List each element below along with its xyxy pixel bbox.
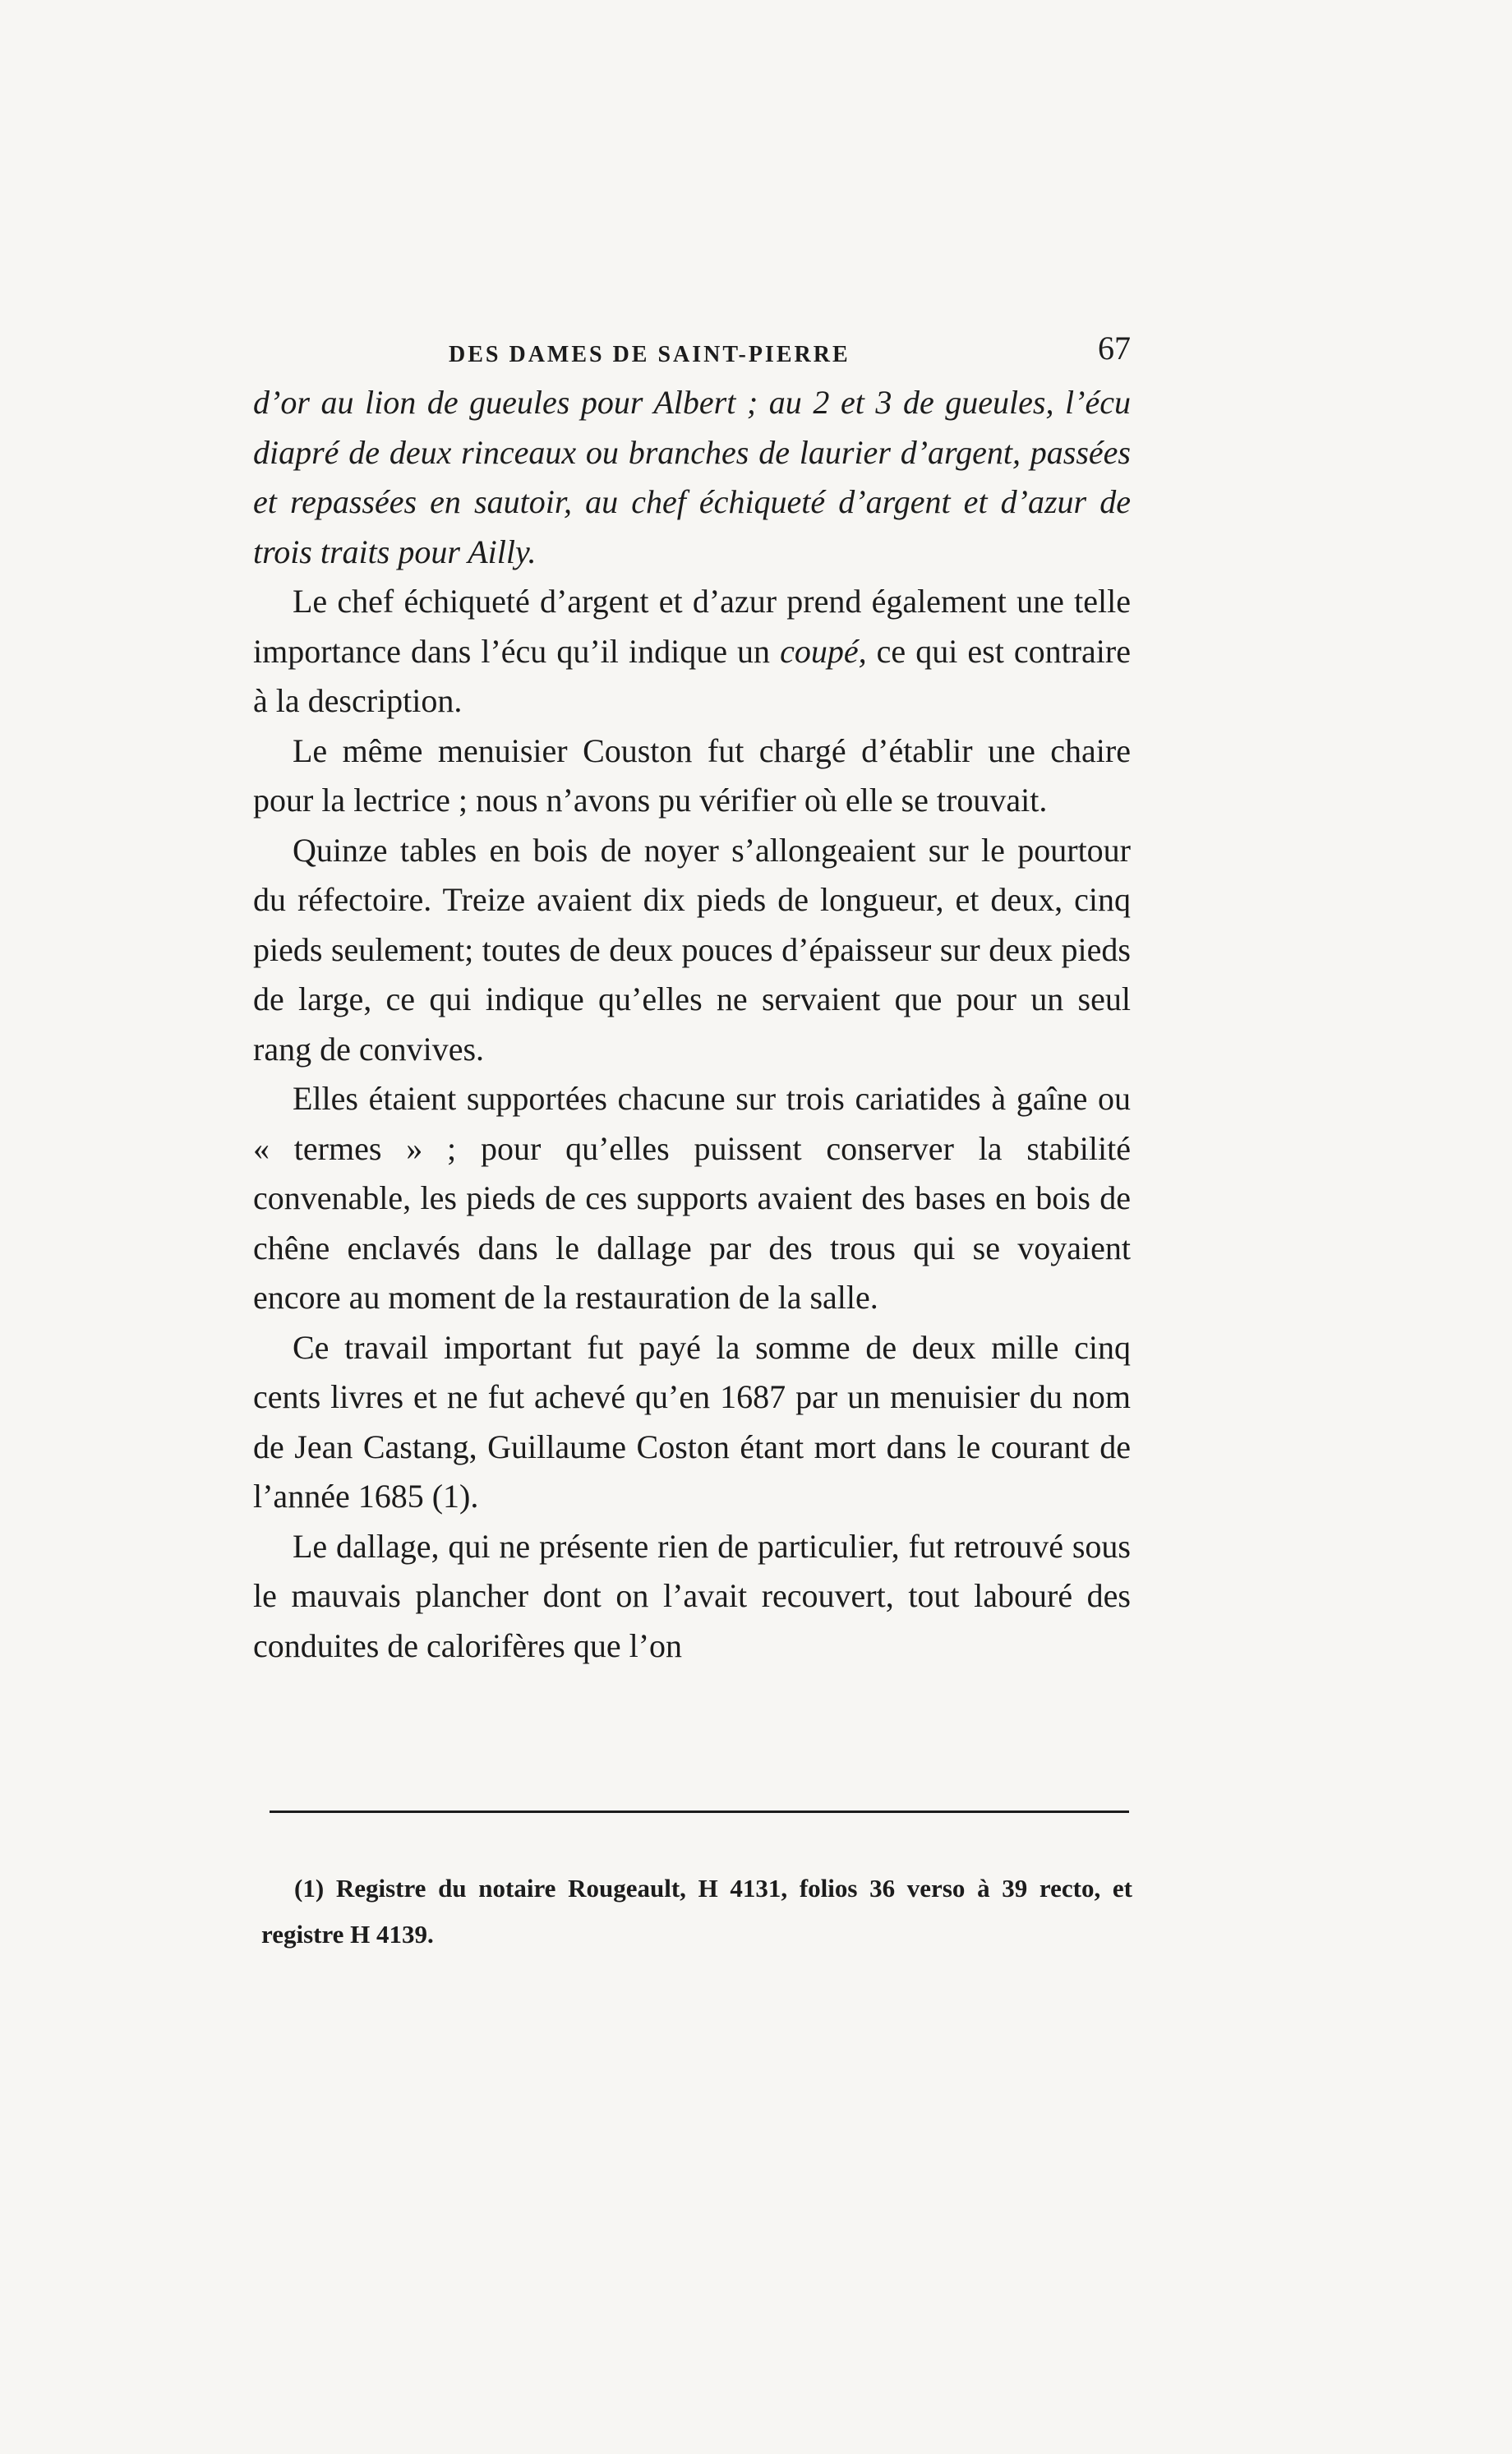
italic-text: d’or au lion de gueules pour Albert ; au 2 et 3 de gueules, l’écu diapré de deux rinceaux ou branches de laurier d’argent, passées et repassées en sautoir, au chef échiqueté d’argent et d’azur de trois traits pour Ailly.: [253, 384, 1131, 570]
text-run: Le chef échiqueté d’argent et d’azur prend également une telle importance dans l’écu qu’il indique un: [253, 583, 1131, 670]
page-header: [449, 329, 1131, 378]
text-run: Ce travail important fut payé la somme de deux mille cinq cents livres et ne fut achevé qu’en 1687 par un menuisier du nom de Jean Castang, Guillaume Coston étant mort dans le courant de l’année 1685 (1).: [253, 1328, 1131, 1515]
text-run: Elles étaient supportées chacune sur trois cariatides à gaîne ou « termes » ; pour qu’elles puissent conserver la stabilité convenable, les pieds de ces supports avaient des bases en bois de chêne enclavés dans le dallage par des trous qui se voyaient encore au moment de la restauration de la salle.: [253, 1080, 1131, 1316]
page-number: 67: [1098, 330, 1131, 367]
italic-text: coupé,: [780, 632, 867, 670]
text-run: Le même menuisier Couston fut chargé d’établir une chaire pour la lectrice ; nous n’avons pu vérifier où elle se trouvait.: [253, 731, 1131, 819]
footnote: (1) Registre du notaire Rougeault, H 4131, folios 36 verso à 39 recto, et registre H 4139.: [261, 1874, 1132, 1949]
paragraph: [253, 378, 1131, 577]
paragraph: [253, 826, 1131, 1075]
paragraph: [253, 727, 1131, 826]
body-text: [253, 378, 1131, 1671]
text-run: Le dallage, qui ne présente rien de particulier, fut retrouvé sous le mauvais plancher dont on l’avait recouvert, tout labouré des conduites de calorifères que l’on: [253, 1527, 1131, 1664]
paragraph: [253, 1522, 1131, 1672]
footnote-rule: [270, 1811, 1129, 1813]
paragraph: [253, 577, 1131, 727]
paragraph: [253, 1323, 1131, 1522]
paragraph: [253, 1074, 1131, 1323]
running-head: DES DAMES DE SAINT-PIERRE: [449, 342, 850, 367]
text-run: Quinze tables en bois de noyer s’allongeaient sur le pourtour du réfectoire. Treize avaient dix pieds de longueur, et deux, cinq pieds seulement; toutes de deux pouces d’épaisseur sur deux pieds de large, ce qui indique qu’elles ne servaient que pour un seul rang de convives.: [253, 831, 1131, 1068]
text-run: ce qui est contraire à la description.: [253, 632, 1131, 719]
